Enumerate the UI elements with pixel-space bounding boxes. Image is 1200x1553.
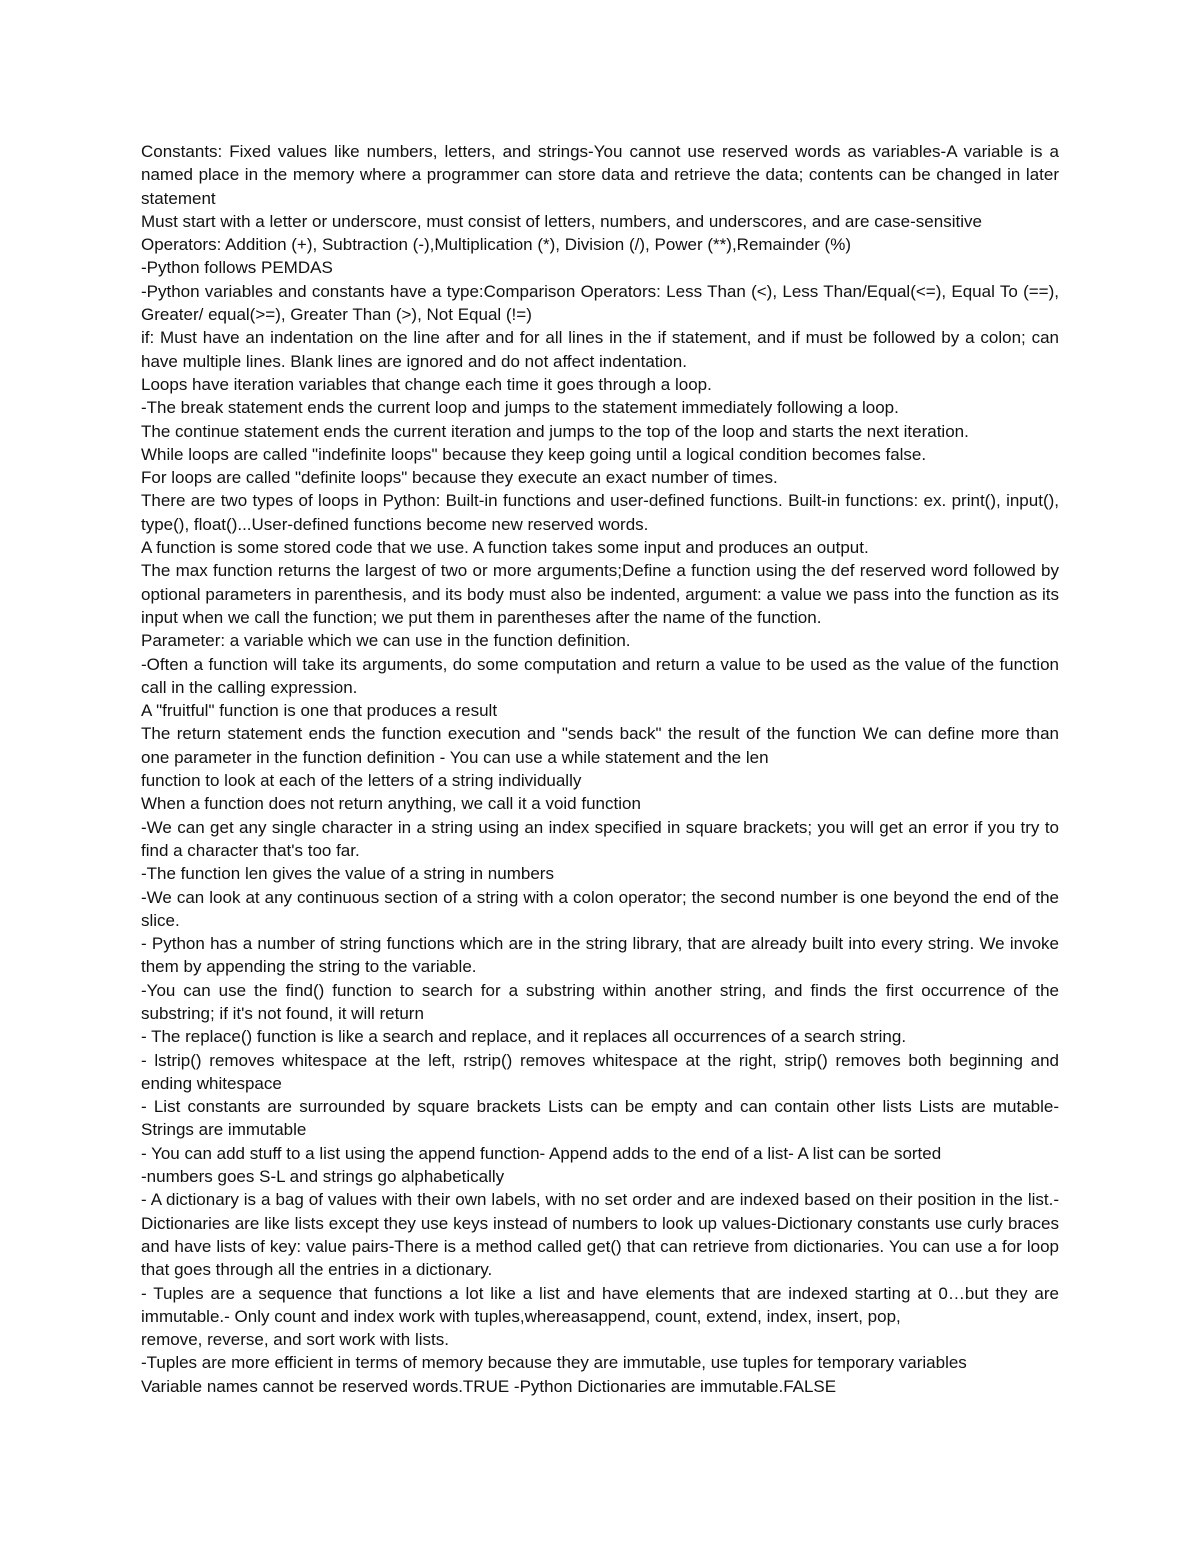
paragraph-max-function: The max function returns the largest of two or more arguments;Define a function using the def reserved word followed by optional parameters in parenthesis, and its body must also be indented, argument: a value we pass into the function as its input when we call the function; we put them in parentheses after the name of the function. — [141, 561, 1059, 627]
paragraph-function-types: There are two types of loops in Python: Built-in functions and user-defined functions. Built-in functions: ex. print(), input(), type(), float()...User-defined functions become new reserved words. — [141, 491, 1059, 534]
paragraph-append: - You can add stuff to a list using the append function- Append adds to the end of a list- A list can be sorted — [141, 1143, 942, 1163]
paragraph-list-constants: - List constants are surrounded by square brackets Lists can be empty and can contain other lists Lists are mutable-Strings are immutable — [141, 1097, 1059, 1140]
paragraph-strip-functions: - lstrip() removes whitespace at the left, rstrip() removes whitespace at the right, strip() removes both beginning and ending whitespace — [141, 1050, 1059, 1093]
paragraph-continue: The continue statement ends the current iteration and jumps to the top of the loop and starts the next iteration. — [141, 421, 969, 441]
paragraph-fruitful-function: A "fruitful" function is one that produces a result — [141, 701, 498, 721]
paragraph-parameter: Parameter: a variable which we can use in the function definition. — [141, 631, 631, 651]
paragraph-tuples: - Tuples are a sequence that functions a lot like a list and have elements that are indexed starting at 0…but they are immutable.- Only count and index work with tuples,whereasappend, count, extend, index, insert, pop, — [141, 1283, 1059, 1326]
paragraph-pemdas: -Python follows PEMDAS — [141, 258, 333, 278]
paragraph-return-statement: The return statement ends the function execution and "sends back" the result of the function We can define more than one parameter in the function definition - You can use a while statement and the len — [141, 724, 1059, 767]
paragraph-sorting: -numbers goes S-L and strings go alphabetically — [141, 1167, 505, 1187]
paragraph-naming-rules: Must start with a letter or underscore, must consist of letters, numbers, and underscores, and are case-sensitive — [141, 211, 982, 231]
paragraph-while-loops: While loops are called "indefinite loops" because they keep going until a logical condition becomes false. — [141, 444, 927, 464]
paragraph-if-statement: if: Must have an indentation on the line after and for all lines in the if statement, and if must be followed by a colon; can have multiple lines. Blank lines are ignored and do not affect indentation. — [141, 328, 1059, 371]
paragraph-comparison-operators: -Python variables and constants have a type:Comparison Operators: Less Than (<), Less Than/Equal(<=), Equal To (==), Greater/ equal(>=), Greater Than (>), Not Equal (!=) — [141, 281, 1059, 325]
paragraph-len-function: -The function len gives the value of a string in numbers — [141, 864, 554, 884]
paragraph-replace-function: - The replace() function is like a search and replace, and it replaces all occurrences of a search string. — [141, 1027, 907, 1047]
paragraph-dictionary: - A dictionary is a bag of values with their own labels, with no set order and are indexed based on their position in the list.- Dictionaries are like lists except they use keys instead of numbers to look up values-Dictionary constants use curly braces and have lists of key: value pairs-There is a method called get() that can retrieve from dictionaries. You can use a for loop that goes through all the entries in a dictionary. — [141, 1190, 1059, 1280]
paragraph-tuple-efficiency: -Tuples are more efficient in terms of memory because they are immutable, use tuples for temporary variables — [141, 1353, 967, 1373]
paragraph-break: -The break statement ends the current loop and jumps to the statement immediately following a loop. — [141, 398, 899, 418]
paragraph-string-library: - Python has a number of string functions which are in the string library, that are already built into every string. We invoke them by appending the string to the variable. — [141, 934, 1059, 977]
paragraph-void-function: When a function does not return anything, we call it a void function — [141, 794, 641, 814]
paragraph-list-methods: remove, reverse, and sort work with lists. — [141, 1330, 449, 1350]
paragraph-iteration-variables: Loops have iteration variables that change each time it goes through a loop. — [141, 374, 712, 394]
paragraph-find-function: -You can use the find() function to search for a substring within another string, and finds the first occurrence of the substring; if it's not found, it will return — [141, 980, 1059, 1023]
paragraph-string-index: -We can get any single character in a string using an index specified in square brackets; you will get an error if you try to find a character that's too far. — [141, 817, 1059, 860]
paragraph-slicing: -We can look at any continuous section of a string with a colon operator; the second number is one beyond the end of the slice. — [141, 887, 1059, 930]
paragraph-function-definition: A function is some stored code that we use. A function takes some input and produces an output. — [141, 538, 869, 558]
paragraph-arguments: -Often a function will take its arguments, do some computation and return a value to be used as the value of the function call in the calling expression. — [141, 654, 1059, 697]
document-body — [141, 140, 1059, 1398]
paragraph-len-letters: function to look at each of the letters of a string individually — [141, 771, 582, 791]
paragraph-operators: Operators: Addition (+), Subtraction (-),Multiplication (*), Division (/), Power (**),Remainder (%) — [141, 235, 851, 255]
paragraph-for-loops: For loops are called "definite loops" because they execute an exact number of times. — [141, 468, 778, 488]
paragraph-true-false: Variable names cannot be reserved words.TRUE -Python Dictionaries are immutable.FALSE — [141, 1376, 837, 1396]
paragraph-constants: Constants: Fixed values like numbers, letters, and strings-You cannot use reserved words as variables-A variable is a named place in the memory where a programmer can store data and retrieve the data; contents can be changed in later statement — [141, 142, 1059, 208]
